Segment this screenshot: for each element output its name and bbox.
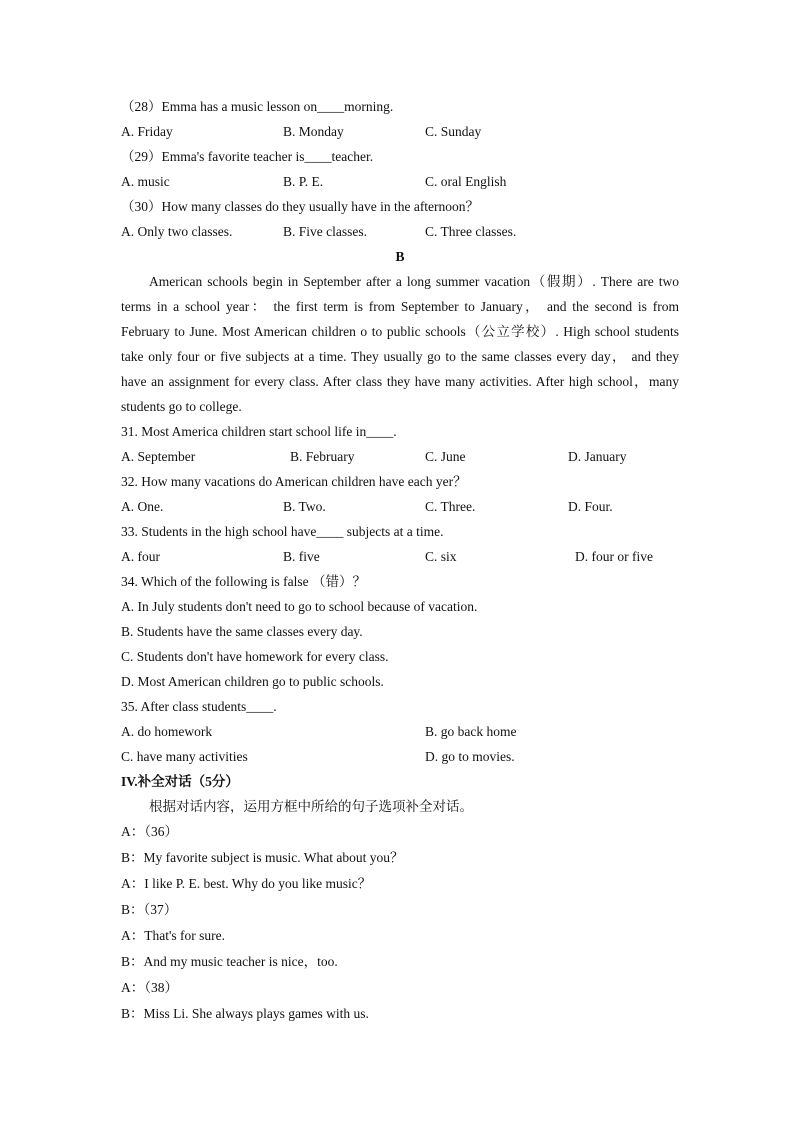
option-a: A. music [121,174,170,189]
dialogue-line: B：My favorite subject is music. What about you？ [121,850,404,865]
option-d: D. go to movies. [425,749,515,764]
option-b: B. Two. [283,499,326,514]
option-a: A. Friday [121,124,173,139]
question-29-stem: （29）Emma's favorite teacher is____teacher. [121,149,374,164]
question-30-stem: （30）How many classes do they usually have in the afternoon？ [121,199,480,214]
option-a: A. September [121,449,196,464]
option-b: B. P. E. [283,174,324,189]
option-a: A. do homework [121,724,213,739]
question-28-options [121,119,679,144]
question-31-stem: 31. Most America children start school life in____. [121,424,397,439]
question-32-options [121,494,679,519]
question-33-stem: 33. Students in the high school have____ subjects at a time. [121,524,444,539]
dialogue-line: B：（37） [121,902,178,917]
section-iv-instruction: 根据对话内容，运用方框中所给的句子选项补全对话。 [149,799,473,814]
question-35-options-row2 [121,744,679,769]
dialogue-line: B：And my music teacher is nice，too. [121,954,338,969]
option-a: A. Only two classes. [121,224,233,239]
dialogue-line: B：Miss Li. She always plays games with us. [121,1006,369,1021]
option-a: A. One. [121,499,164,514]
option-b: B. February [290,449,355,464]
question-28-stem: （28）Emma has a music lesson on____morning. [121,99,394,114]
dialogue-line: A：I like P. E. best. Why do you like music？ [121,876,372,891]
section-iv-heading: IV.补全对话（5分） [121,774,239,789]
option-d: D. Four. [568,499,613,514]
option-b: B. go back home [425,724,517,739]
question-34-stem: 34. Which of the following is false （错）？ [121,574,366,589]
question-35-stem: 35. After class students____. [121,699,277,714]
option-c: C. have many activities [121,749,248,764]
option-b: B. five [283,549,320,564]
question-29-options [121,169,679,194]
question-34-option-b: B. Students have the same classes every day. [121,624,363,639]
option-d: D. January [568,449,627,464]
option-c: C. Sunday [425,124,482,139]
worksheet-page [121,94,679,1027]
option-c: C. Three classes. [425,224,517,239]
option-b: B. Monday [283,124,344,139]
option-c: C. June [425,449,466,464]
dialogue-line: A：That's for sure. [121,928,226,943]
passage-b: American schools begin in September after a long summer vacation（假期）. There are two terms in a school year： the first term is from September to January， and the second is from February to June. Most American children o to public schools（公立学校）. High school students take only four or five subjects at a time. They usually go to the same classes every day， and they have an assignment for every class. After class they have many activities. After high school，many students go to college. [121,274,679,414]
question-32-stem: 32. How many vacations do American children have each yer？ [121,474,467,489]
option-d: D. four or five [575,549,653,564]
option-c: C. Three. [425,499,476,514]
option-c: C. oral English [425,174,507,189]
question-34-option-a: A. In July students don't need to go to school because of vacation. [121,599,478,614]
question-34-option-d: D. Most American children go to public schools. [121,674,384,689]
question-31-options [121,444,679,469]
question-30-options [121,219,679,244]
option-c: C. six [425,549,457,564]
option-a: A. four [121,549,160,564]
question-35-options-row1 [121,719,679,744]
dialogue-line: A：（38） [121,980,178,995]
question-34-option-c: C. Students don't have homework for every class. [121,649,389,664]
section-b-heading: B [395,249,405,264]
dialogue-line: A：（36） [121,824,178,839]
option-b: B. Five classes. [283,224,367,239]
question-33-options [121,544,679,569]
